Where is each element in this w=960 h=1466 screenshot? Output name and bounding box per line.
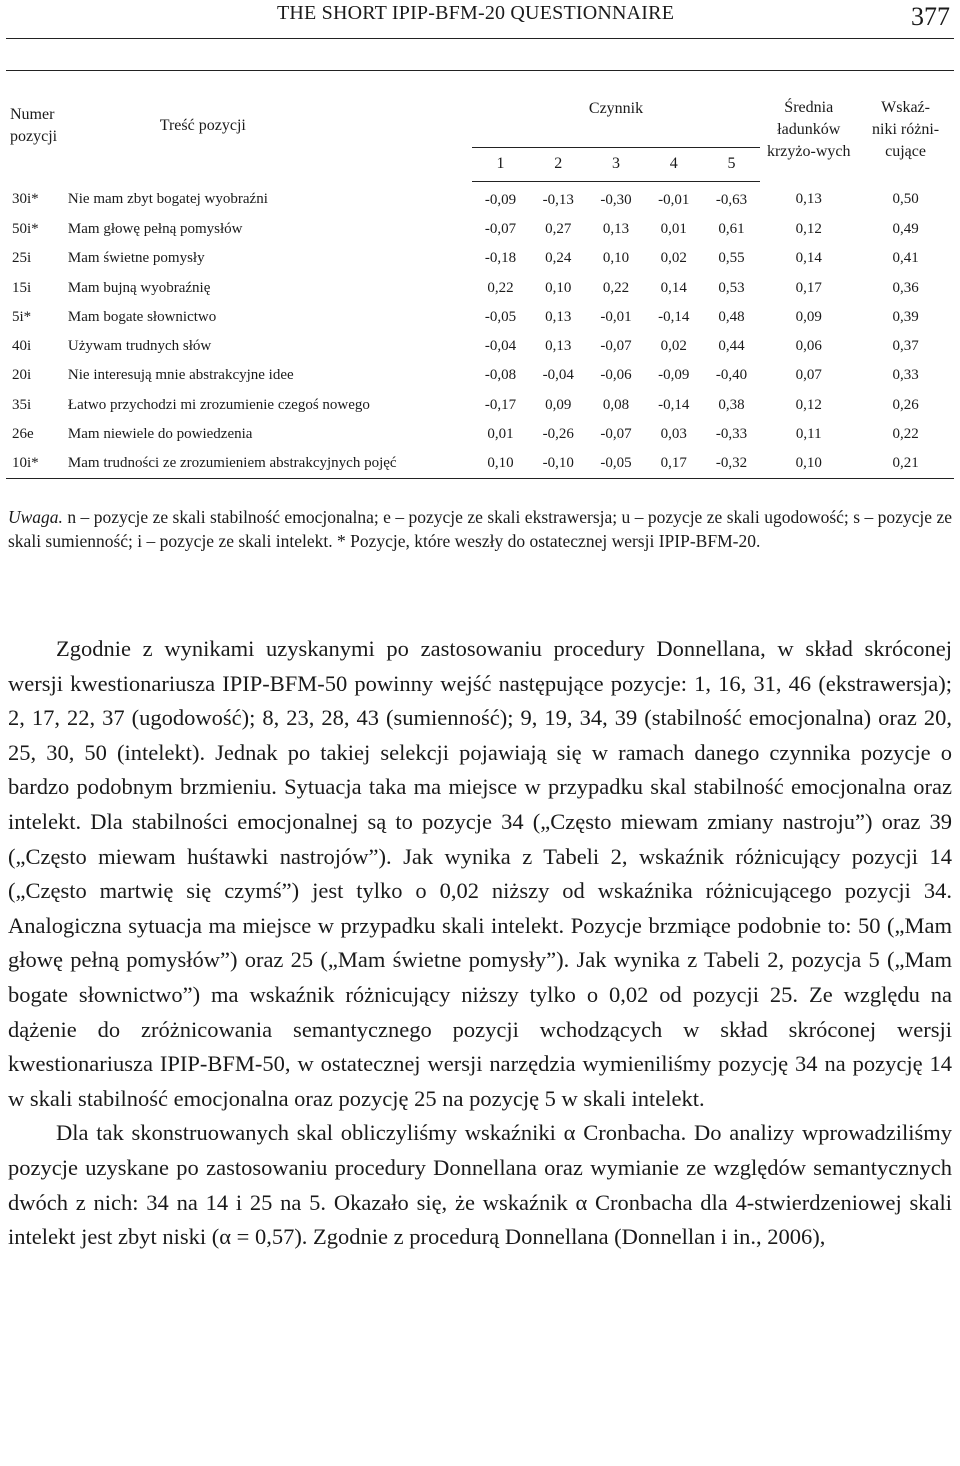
cell-f1: -0,09 xyxy=(484,191,517,208)
cell-disc: 0,33 xyxy=(892,367,919,384)
cell-mean: 0,11 xyxy=(795,426,822,443)
table-row xyxy=(6,420,954,449)
cell-f1: 0,22 xyxy=(487,279,514,296)
cell-f1: 0,01 xyxy=(487,426,514,443)
cell-f5: 0,55 xyxy=(718,250,745,267)
table-row xyxy=(6,244,954,273)
cell-mean: 0,06 xyxy=(795,338,822,355)
cell-disc: 0,22 xyxy=(892,426,919,443)
header-discrimination-index: Wskaź-niki różni-cujące xyxy=(872,99,940,160)
cell-f2: -0,10 xyxy=(529,449,587,479)
page-number: 377 xyxy=(911,2,950,31)
cell-f4: -0,14 xyxy=(658,308,690,325)
cell-f2: 0,13 xyxy=(545,308,572,325)
cell-f4: 0,02 xyxy=(660,338,687,355)
cell-f5: 0,61 xyxy=(718,220,745,237)
cell-disc: 0,50 xyxy=(892,191,919,208)
cell-num: 35i xyxy=(12,396,32,413)
cell-f4: -0,09 xyxy=(658,367,690,384)
table-note-text: n – pozycje ze skali stabilność emocjonalna; e – pozycje ze skali ekstrawersja; u – pozycje ze skali ugodowość; s – pozycje ze skali sumienność; i – pozycje ze skali intelekt. * Pozycje, które weszły do ostatecznej wersji IPIP-BFM-20. xyxy=(8,507,952,551)
cell-f5: -0,63 xyxy=(715,191,748,208)
factor-loadings-table xyxy=(6,70,954,479)
table-row xyxy=(6,449,954,479)
cell-f3: -0,07 xyxy=(600,426,632,443)
cell-num: 10i* xyxy=(6,449,64,479)
cell-item: Mam głowę pełną pomysłów xyxy=(67,220,243,237)
cell-f5: 0,48 xyxy=(718,308,745,325)
cell-num: 40i xyxy=(12,338,32,355)
body-text xyxy=(8,632,952,1255)
cell-mean: 0,13 xyxy=(795,191,822,208)
body-paragraph-2: Dla tak skonstruowanych skal obliczyliśmy wskaźniki α Cronbacha. Do analizy wprowadziliśmy pozycje uzyskane po zastosowaniu procedury Donnellana oraz wymianie ze względów semantycznych dwóch z nich: 34 na 14 i 25 na 5. Okazało się, że wskaźnik α Cronbacha dla 4-stwierdzeniowej skali intelekt jest zbyt niski (α = 0,57). Zgodnie z procedurą Donnellana (Donnellan i in., 2006), xyxy=(8,1120,952,1250)
cell-f2: 0,27 xyxy=(545,220,572,237)
header-factor: Czynnik xyxy=(472,71,761,148)
cell-f4: -0,01 xyxy=(658,191,690,208)
cell-f2: 0,24 xyxy=(545,250,572,267)
table-row xyxy=(6,303,954,332)
cell-item: Mam świetne pomysły xyxy=(67,250,205,267)
cell-item: Mam niewiele do powiedzenia xyxy=(67,426,253,443)
table-row xyxy=(6,181,954,215)
cell-disc: 0,21 xyxy=(857,449,954,479)
cell-item: Nie mam zbyt bogatej wyobraźni xyxy=(67,191,268,208)
table-row xyxy=(6,332,954,361)
cell-f3: 0,10 xyxy=(602,250,630,267)
running-head-rule xyxy=(6,38,954,39)
header-factor-2: 2 xyxy=(529,148,587,181)
table-row xyxy=(6,361,954,390)
cell-f4: 0,03 xyxy=(660,426,687,443)
cell-f4: 0,01 xyxy=(660,220,687,237)
cell-mean: 0,12 xyxy=(795,220,822,237)
cell-f2: 0,10 xyxy=(545,279,572,296)
cell-num: 15i xyxy=(12,279,32,296)
cell-item: Łatwo przychodzi mi zrozumienie czegoś nowego xyxy=(67,396,370,413)
body-paragraph-1: Zgodnie z wynikami uzyskanymi po zastosowaniu procedury Donnellana, w skład skróconej wersji kwestionariusza IPIP-BFM-50 powinny wejść następujące pozycje: 1, 16, 31, 46 (ekstrawersja); 2, 17, 22, 37 (ugodowość); 8, 23, 28, 43 (sumienność); 9, 19, 34, 39 (stabilność emocjonalna) oraz 20, 25, 30, 50 (intelekt). Jednak po takiej selekcji pojawiają się w ramach danego czynnika pozycje o bardzo podobnym brzmieniu. Sytuacja taka ma miejsce w przypadku skal stabilność emocjonalna oraz intelekt. Dla stabilności emocjonalnej są to pozycje 34 („Często miewam zmiany nastroju”) oraz 39 („Często miewam huśtawki nastrojów”). Jak wynika z Tabeli 2, wskaźnik różnicujący pozycji 14 („Często martwię się czymś”) jest tylko o 0,02 niższy od wskaźnika różnicującego pozycji 34. Analogiczna sytuacja ma miejsce w przypadku skali intelekt. Pozycje brzmiące podobnie to: 50 („Mam głowę pełną pomysłów”) oraz 25 („Mam świetne pomysły”). Jak wynika z Tabeli 2, pozycja 5 („Mam bogate słownictwo”) ma wskaźnik różnicujący niższy tylko o 0,02 od pozycji 25. Ze względu na dążenie do zróżnicowania semantycznego pozycji wchodzących w skład skróconej wersji kwestionariusza IPIP-BFM-50, w ostatecznej wersji narzędzia wymieniliśmy pozycję 34 na pozycję 14 w skali stabilność emocjonalna oraz pozycję 25 na pozycję 5 w skali intelekt. xyxy=(8,636,952,1111)
cell-f2: -0,26 xyxy=(542,426,574,443)
cell-item: Mam bogate słownictwo xyxy=(67,308,217,325)
cell-f3: 0,08 xyxy=(602,396,630,413)
cell-mean: 0,09 xyxy=(795,308,822,325)
cell-f4: -0,14 xyxy=(658,396,690,413)
header-item-content: Treść pozycji xyxy=(159,117,246,134)
factor-loadings-table-wrapper xyxy=(6,70,954,479)
cell-mean: 0,10 xyxy=(760,449,857,479)
cell-f1: -0,17 xyxy=(484,396,517,413)
cell-f1: -0,05 xyxy=(484,308,517,325)
header-factor-5: 5 xyxy=(703,148,761,181)
cell-f3: -0,07 xyxy=(600,338,632,355)
cell-mean: 0,17 xyxy=(795,279,822,296)
cell-f3: -0,05 xyxy=(587,449,645,479)
cell-f2: -0,04 xyxy=(542,367,574,384)
table-note xyxy=(8,505,952,553)
cell-f5: -0,33 xyxy=(715,426,748,443)
header-factor-3: 3 xyxy=(587,148,645,181)
table-row xyxy=(6,273,954,302)
cell-num: 26e xyxy=(12,426,34,443)
header-factor-4: 4 xyxy=(645,148,703,181)
cell-f5: 0,44 xyxy=(718,338,745,355)
header-mean-cross-loadings: Średnia ładunków krzyżo-wych xyxy=(766,99,851,160)
cell-f4: 0,17 xyxy=(645,449,703,479)
cell-disc: 0,49 xyxy=(892,220,919,237)
cell-num: 25i xyxy=(12,250,32,267)
header-factor-1: 1 xyxy=(472,148,530,181)
cell-f3: -0,06 xyxy=(600,367,632,384)
cell-f2: 0,09 xyxy=(545,396,572,413)
cell-f5: 0,38 xyxy=(718,396,745,413)
cell-f1: -0,08 xyxy=(484,367,517,384)
cell-disc: 0,37 xyxy=(892,338,919,355)
table-body xyxy=(6,181,954,479)
cell-disc: 0,26 xyxy=(892,396,919,413)
cell-num: 20i xyxy=(12,367,32,384)
cell-f1: 0,10 xyxy=(472,449,530,479)
cell-item: Mam bujną wyobraźnię xyxy=(67,279,211,296)
cell-mean: 0,12 xyxy=(795,396,822,413)
cell-disc: 0,39 xyxy=(892,308,919,325)
cell-item: Mam trudności ze zrozumieniem abstrakcyjnych pojęć xyxy=(64,449,472,479)
cell-num: 5i* xyxy=(12,308,32,325)
cell-f5: -0,32 xyxy=(703,449,761,479)
cell-mean: 0,14 xyxy=(795,250,822,267)
cell-f2: -0,13 xyxy=(542,191,574,208)
cell-f4: 0,14 xyxy=(660,279,687,296)
cell-item: Nie interesują mnie abstrakcyjne idee xyxy=(67,367,294,384)
cell-item: Używam trudnych słów xyxy=(67,338,212,355)
table-row xyxy=(6,391,954,420)
cell-f1: -0,04 xyxy=(484,338,517,355)
cell-f3: -0,01 xyxy=(600,308,632,325)
table-note-label: Uwaga. xyxy=(8,507,63,527)
cell-f3: 0,13 xyxy=(602,220,630,237)
cell-disc: 0,41 xyxy=(892,250,919,267)
cell-disc: 0,36 xyxy=(892,279,919,296)
running-head-title: THE SHORT IPIP-BFM-20 QUESTIONNAIRE xyxy=(277,2,675,24)
table-row xyxy=(6,215,954,244)
cell-f5: -0,40 xyxy=(715,367,748,384)
cell-f3: 0,22 xyxy=(602,279,630,296)
cell-f3: -0,30 xyxy=(600,191,632,208)
cell-f1: -0,07 xyxy=(484,220,517,237)
cell-f4: 0,02 xyxy=(660,250,687,267)
table-header-row xyxy=(6,71,954,148)
cell-num: 50i* xyxy=(12,220,39,237)
cell-mean: 0,07 xyxy=(795,367,822,384)
header-item-number: Numer pozycji xyxy=(10,106,58,145)
cell-num: 30i* xyxy=(12,191,39,208)
cell-f5: 0,53 xyxy=(718,279,745,296)
cell-f1: -0,18 xyxy=(484,250,517,267)
running-head xyxy=(0,0,960,38)
cell-f2: 0,13 xyxy=(545,338,572,355)
